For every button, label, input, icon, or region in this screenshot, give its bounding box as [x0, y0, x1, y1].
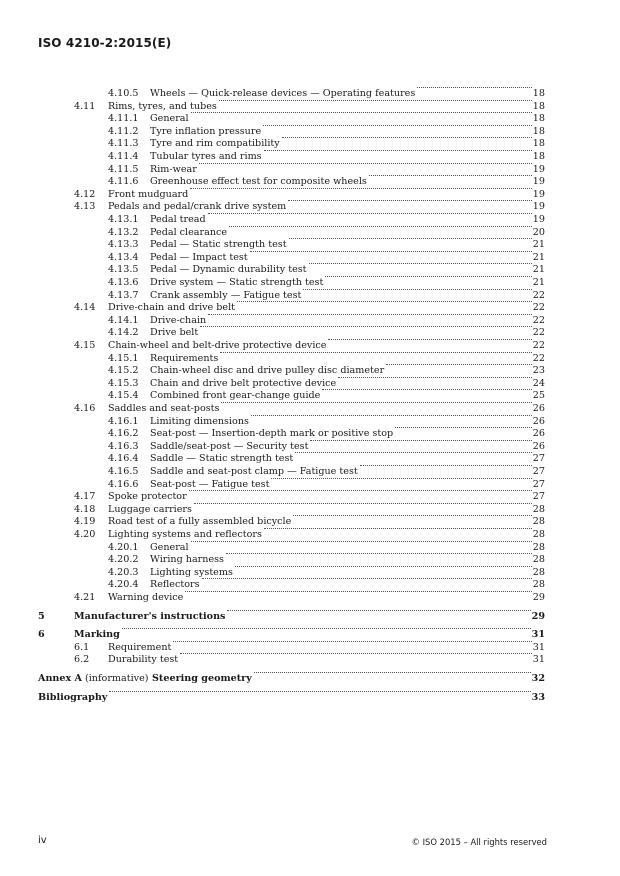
- toc-entry-number: 6.1: [74, 641, 90, 653]
- toc-leader-dots: [109, 691, 531, 692]
- toc-entry-page: 28: [532, 503, 545, 515]
- toc-leader-dots: [219, 100, 532, 101]
- toc-leader-dots: [264, 150, 532, 151]
- toc-entry-number: 4.16.4: [108, 453, 139, 465]
- toc-entry-number: 4.20.2: [108, 554, 139, 566]
- toc-entry-page: 22: [532, 340, 545, 351]
- toc-entry[interactable]: [0, 188, 620, 201]
- toc-entry-title: Rim-wear: [150, 163, 197, 175]
- toc-entry-number: 4.13.7: [108, 289, 139, 301]
- toc-entry-title: Saddle and seat-post clamp — Fatigue test: [150, 466, 358, 477]
- toc-entry-number: 6.2: [74, 654, 90, 666]
- toc-entry-number: 4.19: [74, 516, 96, 528]
- toc-entry-number: 4.13.6: [108, 277, 139, 288]
- toc-entry-number: 4.16: [74, 403, 96, 414]
- toc-entry-page: 22: [532, 327, 545, 339]
- toc-leader-dots: [200, 326, 532, 327]
- toc-entry-number: 4.11.6: [108, 176, 139, 188]
- toc-entry[interactable]: [0, 591, 620, 604]
- toc-entry[interactable]: [0, 276, 620, 289]
- toc-leader-dots: [237, 301, 532, 302]
- toc-entry-page: 22: [532, 302, 545, 314]
- toc-entry[interactable]: [0, 541, 620, 554]
- toc-leader-dots: [208, 213, 532, 214]
- toc-entry-page: 27: [532, 478, 545, 490]
- toc-entry-title: Requirements: [150, 352, 219, 364]
- toc-entry-title: Limiting dimensions: [150, 415, 249, 427]
- toc-leader-dots: [226, 553, 532, 554]
- toc-leader-dots: [293, 515, 532, 516]
- toc-leader-dots: [271, 478, 532, 479]
- toc-entry[interactable]: [0, 150, 620, 163]
- toc-entry[interactable]: [0, 289, 620, 302]
- toc-entry-page: 21: [532, 251, 545, 263]
- toc-entry[interactable]: [0, 478, 620, 491]
- toc-entry-title: Seat-post — Fatigue test: [150, 478, 270, 490]
- toc-entry-page: 26: [532, 428, 545, 440]
- toc-entry-title: Chain-wheel and belt-drive protective device: [108, 340, 327, 351]
- toc-entry-page: 28: [532, 566, 545, 578]
- toc-entry[interactable]: [0, 87, 620, 100]
- toc-entry[interactable]: [0, 251, 620, 264]
- toc-entry-number: 4.21: [74, 592, 96, 603]
- toc-entry-number: 4.13.1: [108, 214, 139, 225]
- toc-entry-page: 28: [532, 516, 545, 528]
- toc-entry-number: 4.10.5: [108, 88, 139, 99]
- toc-leader-dots: [185, 591, 532, 592]
- toc-entry-page: 19: [532, 188, 545, 200]
- toc-entry-number: 4.11.1: [108, 113, 139, 125]
- toc-entry-page: 25: [532, 390, 545, 402]
- toc-entry-page: 27: [532, 453, 545, 465]
- toc-entry-number: 4.11.3: [108, 138, 139, 150]
- toc-leader-dots: [194, 503, 532, 504]
- toc-entry-number: 4.18: [74, 503, 96, 515]
- toc-entry[interactable]: [0, 200, 620, 213]
- toc-entry-page: 22: [532, 289, 545, 301]
- toc-entry-title: Rims, tyres, and tubes: [108, 100, 217, 112]
- toc-entry-title: Front mudguard: [108, 188, 189, 200]
- toc-entry-page: 18: [532, 88, 545, 99]
- toc-entry-page: 28: [532, 529, 545, 540]
- toc-entry-title: Pedal clearance: [150, 226, 228, 238]
- toc-entry-title: Lighting systems: [150, 566, 233, 578]
- toc-entry-title: (informative): [85, 673, 149, 684]
- toc-entry[interactable]: [0, 352, 620, 365]
- toc-entry[interactable]: [0, 301, 620, 314]
- toc-leader-dots: [295, 452, 532, 453]
- toc-entry-number: 4.20.4: [108, 579, 139, 591]
- toc-entry[interactable]: [0, 226, 620, 239]
- toc-entry-title: Luggage carriers: [108, 503, 192, 515]
- toc-entry-number: 4.13.5: [108, 264, 139, 276]
- toc-leader-dots: [263, 125, 532, 126]
- toc-entry-title: Greenhouse effect test for composite wheels: [150, 176, 367, 188]
- toc-leader-dots: [199, 163, 532, 164]
- toc-entry-number: 4.13: [74, 201, 96, 213]
- toc-entry-page: 19: [532, 214, 545, 225]
- toc-leader-dots: [289, 238, 532, 239]
- toc-leader-dots: [303, 289, 532, 290]
- toc-entry[interactable]: [0, 452, 620, 465]
- toc-leader-dots: [229, 226, 532, 227]
- toc-entry-title: Pedal — Dynamic durability test: [150, 264, 307, 276]
- toc-entry-page: 33: [531, 691, 545, 703]
- toc-entry-number: 4.14.1: [108, 314, 139, 326]
- toc-entry-number: 4.15.4: [108, 390, 139, 402]
- toc-entry-number: 4.11.5: [108, 163, 139, 175]
- toc-entry-title: Marking: [74, 629, 120, 641]
- toc-leader-dots: [338, 377, 532, 378]
- toc-entry-number: 4.16.1: [108, 415, 139, 427]
- toc-entry[interactable]: [0, 672, 620, 685]
- toc-entry-page: 18: [532, 125, 545, 137]
- toc-entry-number: 4.11.2: [108, 125, 139, 137]
- toc-entry-page: 29: [532, 592, 545, 603]
- toc-entry-number: 4.13.2: [108, 226, 139, 238]
- toc-entry[interactable]: [0, 213, 620, 226]
- toc-entry-page: 26: [532, 415, 545, 427]
- toc-entry[interactable]: [0, 553, 620, 566]
- toc-entry-page: 18: [532, 113, 545, 125]
- toc-entry-page: 21: [532, 239, 545, 251]
- toc-leader-dots: [191, 112, 532, 113]
- toc-entry[interactable]: [0, 465, 620, 478]
- toc-entry-page: 31: [532, 654, 545, 666]
- toc-entry-number: 4.17: [74, 491, 96, 503]
- toc-entry-title: Pedal — Impact test: [150, 251, 248, 263]
- toc-entry-annex-title: Steering geometry: [152, 673, 252, 684]
- page-number: iv: [38, 835, 47, 846]
- toc-leader-dots: [386, 364, 532, 365]
- toc-leader-dots: [180, 653, 532, 654]
- toc-entry-page: 26: [532, 403, 545, 414]
- toc-entry[interactable]: [0, 653, 620, 666]
- toc-entry-number: 4.20.3: [108, 566, 139, 578]
- toc-entry-title: Tubular tyres and rims: [150, 151, 262, 162]
- toc-entry-title: Tyre and rim compatibility: [150, 138, 280, 150]
- toc-entry-number: Annex A: [38, 673, 83, 684]
- toc-entry[interactable]: [0, 427, 620, 440]
- toc-entry-number: 4.15: [74, 340, 96, 351]
- toc-entry-page: 32: [531, 673, 545, 684]
- toc-entry-number: 4.16.3: [108, 440, 139, 452]
- toc-entry-title: Wheels — Quick-release devices — Operating features: [150, 88, 416, 99]
- toc-entry-title: Spoke protector: [108, 491, 187, 503]
- toc-entry[interactable]: [0, 691, 620, 704]
- document-id: ISO 4210-2:2015(E): [38, 36, 172, 50]
- toc-entry-number: 5: [38, 610, 45, 622]
- toc-entry[interactable]: [0, 578, 620, 591]
- toc-entry-title: Pedals and pedal/crank drive system: [108, 201, 287, 213]
- toc-entry-page: 19: [532, 176, 545, 188]
- toc-entry-title: Drive-chain: [150, 314, 207, 326]
- toc-entry-number: 4.15.2: [108, 365, 139, 377]
- toc-entry-number: 4.14: [74, 302, 96, 314]
- toc-entry-page: 24: [532, 377, 545, 389]
- toc-leader-dots: [220, 352, 532, 353]
- toc-entry-title: Chain-wheel disc and drive pulley disc diameter: [150, 365, 385, 377]
- toc-entry-title: Combined front gear-change guide: [150, 390, 321, 402]
- toc-leader-dots: [221, 402, 532, 403]
- toc-leader-dots: [360, 465, 532, 466]
- toc-entry-page: 28: [532, 554, 545, 566]
- toc-entry-number: 4.15.3: [108, 377, 139, 389]
- toc-entry-page: 23: [532, 365, 545, 377]
- toc-entry-title: Pedal — Static strength test: [150, 239, 287, 251]
- toc-entry[interactable]: [0, 628, 620, 641]
- toc-leader-dots: [191, 541, 532, 542]
- toc-leader-dots: [173, 641, 532, 642]
- toc-entry-title: Wiring harness: [150, 554, 224, 566]
- toc-entry-number: 4.16.2: [108, 428, 139, 440]
- toc-entry-page: 22: [532, 314, 545, 326]
- toc-leader-dots: [322, 389, 532, 390]
- toc-leader-dots: [189, 490, 532, 491]
- toc-entry[interactable]: [0, 112, 620, 125]
- toc-leader-dots: [227, 610, 531, 611]
- toc-entry[interactable]: [0, 389, 620, 402]
- toc-leader-dots: [235, 566, 532, 567]
- toc-entry-title: Crank assembly — Fatigue test: [150, 289, 302, 301]
- toc-entry-title: General: [150, 113, 189, 125]
- toc-leader-dots: [254, 672, 531, 673]
- toc-entry-number: 4.13.3: [108, 239, 139, 251]
- toc-entry-number: 4.14.2: [108, 327, 139, 339]
- toc-entry-page: 29: [531, 610, 545, 622]
- toc-leader-dots: [251, 415, 532, 416]
- toc-entry-title: Lighting systems and reflectors: [108, 529, 262, 540]
- toc-leader-dots: [208, 314, 532, 315]
- toc-leader-dots: [202, 578, 532, 579]
- toc-entry[interactable]: [0, 528, 620, 541]
- toc-leader-dots: [250, 251, 532, 252]
- toc-entry-page: 19: [532, 201, 545, 213]
- toc-leader-dots: [395, 427, 532, 428]
- toc-entry-page: 19: [532, 163, 545, 175]
- toc-entry[interactable]: [0, 515, 620, 528]
- toc-entry[interactable]: [0, 364, 620, 377]
- toc-entry-page: 18: [532, 138, 545, 150]
- toc-entry-number: 4.16.5: [108, 466, 139, 477]
- toc-entry-title: Drive system — Static strength test: [150, 277, 324, 288]
- toc-entry-page: 26: [532, 440, 545, 452]
- toc-entry-title: Road test of a fully assembled bicycle: [108, 516, 292, 528]
- toc-entry[interactable]: [0, 402, 620, 415]
- toc-leader-dots: [122, 628, 531, 629]
- toc-entry-title: Manufacturer's instructions: [74, 610, 226, 622]
- toc-entry[interactable]: [0, 137, 620, 150]
- toc-entry-title: Drive-chain and drive belt: [108, 302, 236, 314]
- toc-entry-title: Saddles and seat-posts: [108, 403, 220, 414]
- toc-entry-number: 4.13.4: [108, 251, 139, 263]
- toc-leader-dots: [369, 175, 532, 176]
- toc-entry[interactable]: [0, 339, 620, 352]
- toc-entry-number: 4.12: [74, 188, 96, 200]
- toc-entry-number: 6: [38, 629, 45, 641]
- toc-entry[interactable]: [0, 163, 620, 176]
- toc-entry-title: Seat-post — Insertion-depth mark or positive stop: [150, 428, 394, 440]
- toc-entry-title: Warning device: [108, 592, 184, 603]
- toc-entry[interactable]: [0, 641, 620, 654]
- toc-entry-page: 22: [532, 352, 545, 364]
- toc-entry[interactable]: [0, 175, 620, 188]
- toc-entry-page: 27: [532, 491, 545, 503]
- toc-entry-title: Chain and drive belt protective device: [150, 377, 337, 389]
- toc-leader-dots: [325, 276, 532, 277]
- toc-entry[interactable]: [0, 440, 620, 453]
- toc-leader-dots: [328, 339, 532, 340]
- toc-entry-page: 18: [532, 100, 545, 112]
- toc-entry[interactable]: [0, 503, 620, 516]
- toc-entry[interactable]: [0, 125, 620, 138]
- toc-entry-number: 4.11: [74, 100, 96, 112]
- toc-leader-dots: [190, 188, 532, 189]
- toc-entry-title: Saddle/seat-post — Security test: [150, 440, 309, 452]
- toc-entry-number: 4.15.1: [108, 352, 139, 364]
- toc-entry-page: 28: [532, 541, 545, 553]
- toc-entry-title: Requirement: [108, 641, 172, 653]
- toc-leader-dots: [310, 440, 532, 441]
- toc-leader-dots: [417, 87, 532, 88]
- toc-entry-title: Reflectors: [150, 579, 200, 591]
- toc-entry-page: 28: [532, 579, 545, 591]
- toc-entry[interactable]: [0, 415, 620, 428]
- copyright-notice: © ISO 2015 – All rights reserved: [411, 837, 547, 847]
- toc-entry-title: Saddle — Static strength test: [150, 453, 294, 465]
- toc-entry[interactable]: [0, 314, 620, 327]
- toc-entry-title: Bibliography: [38, 691, 108, 703]
- toc-leader-dots: [282, 137, 532, 138]
- toc-entry-number: 4.20.1: [108, 541, 139, 553]
- toc-entry-page: 31: [531, 629, 545, 641]
- toc-entry-page: 27: [532, 466, 545, 477]
- toc-entry[interactable]: [0, 263, 620, 276]
- toc-entry-title: General: [150, 541, 189, 553]
- toc-entry-title: Tyre inflation pressure: [150, 125, 262, 137]
- toc-entry-title: Pedal tread: [150, 214, 206, 225]
- toc-entry-page: 18: [532, 151, 545, 162]
- toc-entry[interactable]: [0, 566, 620, 579]
- toc-entry[interactable]: [0, 377, 620, 390]
- toc-entry-page: 20: [532, 226, 545, 238]
- toc-entry-page: 21: [532, 264, 545, 276]
- toc-entry-title: Drive belt: [150, 327, 199, 339]
- toc-leader-dots: [264, 528, 532, 529]
- toc-leader-dots: [309, 263, 532, 264]
- toc-entry-number: 4.11.4: [108, 151, 139, 162]
- toc-entry-number: 4.16.6: [108, 478, 139, 490]
- toc-entry[interactable]: [0, 326, 620, 339]
- toc-entry-page: 31: [532, 641, 545, 653]
- toc-entry-number: 4.20: [74, 529, 96, 540]
- toc-entry-page: 21: [532, 277, 545, 288]
- toc-entry[interactable]: [0, 610, 620, 623]
- toc-entry[interactable]: [0, 490, 620, 503]
- toc-entry-title: Durability test: [108, 654, 179, 666]
- toc-leader-dots: [288, 200, 532, 201]
- toc-entry[interactable]: [0, 238, 620, 251]
- toc-entry[interactable]: [0, 100, 620, 113]
